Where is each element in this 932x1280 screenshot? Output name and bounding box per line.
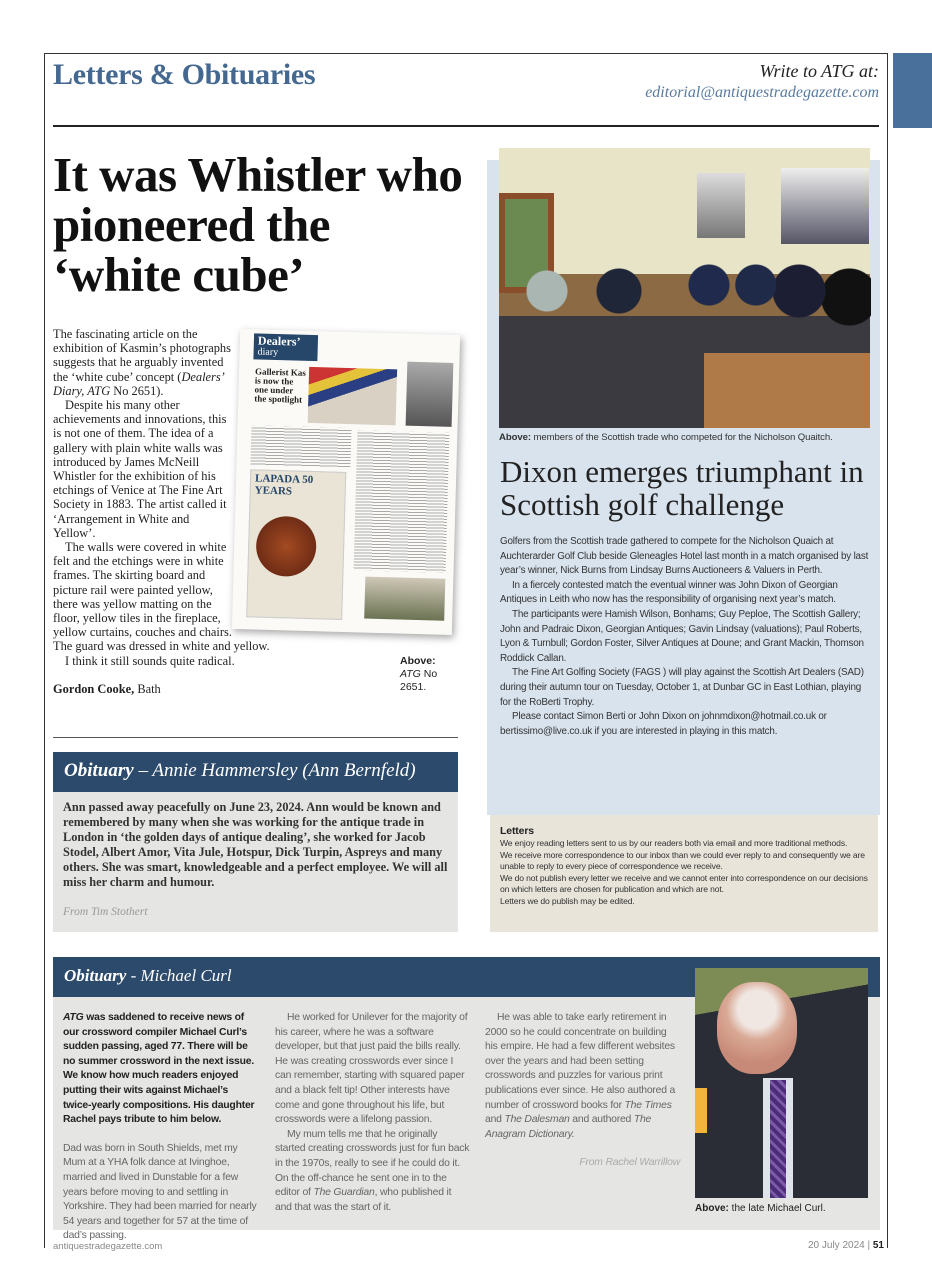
letters-policy-line: Letters we do publish may be edited. bbox=[500, 895, 635, 906]
golf-body bbox=[500, 535, 874, 739]
footer-site: antiquestradegazette.com bbox=[53, 1241, 163, 1252]
letters-policy-line: We receive more correspondence to our inbox than we could ever reply to and consequently we are unable to reply to every piece of correspondence we receive. bbox=[500, 849, 865, 871]
write-to-atg bbox=[645, 60, 879, 104]
letters-policy-line: We enjoy reading letters sent to us by our readers both via email and more traditional methods. bbox=[500, 838, 848, 848]
letters-policy-box bbox=[490, 815, 878, 932]
golf-headline: Dixon emerges triumphant in Scottish golf challenge bbox=[500, 454, 864, 522]
obituary-paragraph: He was able to take early retirement in 2000 so he could concentrate on building his empire. He had a few different websites over the years and had been setting crosswords and puzzles for various print publications ever since. He also authored a number of crossword books for The Times and The Dalesman and authored The Anagram Dictionary. bbox=[485, 1012, 676, 1140]
obituary-from: From Tim Stothert bbox=[63, 906, 148, 918]
divider bbox=[53, 737, 458, 738]
letters-policy-title: Letters bbox=[500, 825, 534, 837]
obituary-column bbox=[485, 1011, 680, 1171]
lapada-ad: LAPADA 50 YEARS bbox=[246, 469, 346, 620]
obituary-column bbox=[275, 1011, 470, 1215]
section-tab bbox=[893, 53, 932, 128]
obituary-paragraph: My mum tells me that he originally started creating crosswords just for fun back in the 1970s, really to see if he could do it. On the off-chance he sent one in to the editor of The Guardian, who published it and that was the start of it. bbox=[275, 1128, 470, 1213]
section-title: Letters & Obituaries bbox=[53, 58, 316, 91]
obituary-body bbox=[53, 792, 458, 932]
letter-paragraph: I think it still sounds quite radical. bbox=[65, 653, 235, 668]
letter-paragraph: Despite his many other achievements and innovations, this is not one of them. The idea of a gallery with plain white walls was introduced by James McNeill Whistler for the exhibition of his etchings of Venice at The Fine Art Society in 1883. The artist called it ‘Arrangement in White and Yellow’. bbox=[53, 398, 227, 540]
letter-paragraph: The fascinating article on the exhibition of Kasmin’s photographs suggests that he arguably invented the ‘white cube’ concept (Dealers’ Diary, ATG No 2651). bbox=[53, 327, 231, 398]
obituary-header: Obituary – Annie Hammersley (Ann Bernfeld) bbox=[53, 752, 458, 792]
golf-photo-caption: Above: members of the Scottish trade who competed for the Nicholson Quaitch. bbox=[499, 432, 833, 443]
footer-date-page: 20 July 2024 | 51 bbox=[808, 1240, 884, 1251]
obituary-paragraph: Dad was born in South Shields, met my Mum at a YHA folk dance at Ivinghoe, married and lived in Dunstable for a few years before moving to and settling in Yorkshire. They had been married for nearly 54 years and together for 57 at the time of dad’s passing. bbox=[63, 1142, 257, 1242]
golf-paragraph: In a fiercely contested match the eventual winner was John Dixon of Georgian Antiques in Leith who now has the responsibility of organising next year’s match. bbox=[500, 579, 838, 606]
golf-paragraph: Please contact Simon Berti or John Dixon on johnmdixon@hotmail.co.uk or bertissimo@live.co.uk if you are interested in playing in this match. bbox=[500, 711, 827, 737]
dealers-diary-page-image bbox=[232, 329, 460, 635]
golf-paragraph: The participants were Hamish Wilson, Bonhams; Guy Peploe, The Scottish Gallery; John and Padraic Dixon, Georgian Antiques; Gavin Lindsay (valuations); Paul Roberts, Lyon & Turnbull; Gordon Foster, Silver Antiques at Doune; and Grant Mackin, Thomson Roddick Callan. bbox=[500, 608, 864, 664]
thumb-caption: Above: ATG No 2651. bbox=[400, 655, 438, 693]
dealers-diary-logo: Dealers’ diary bbox=[253, 333, 318, 361]
obituary-header: Obituary - Michael Curl bbox=[53, 957, 880, 997]
editorial-email-link[interactable]: editorial@antiquestradegazette.com bbox=[645, 84, 879, 101]
obituary-intro: ATG was saddened to receive news of our crossword compiler Michael Curl’s sudden passing, aged 77. There will be no summer crossword in the next issue. We know how much readers enjoyed putting their wits against Michael’s twice-yearly compositions. His daughter Rachel pays tribute to him below. bbox=[63, 1012, 255, 1126]
letter-signature: Gordon Cooke, Bath bbox=[53, 681, 161, 696]
header-rule bbox=[53, 125, 879, 127]
curl-photo-caption: Above: the late Michael Curl. bbox=[695, 1203, 826, 1214]
michael-curl-photo bbox=[695, 968, 868, 1198]
obituary-from: From Rachel Warrillow bbox=[579, 1157, 680, 1169]
thumb-headline: Gallerist Kas is now the one under the spotlight bbox=[254, 366, 306, 405]
letters-policy-line: We do not publish every letter we receive and we cannot enter into correspondence on our decisions on which letters are chosen for publication and which are not. bbox=[500, 872, 868, 894]
golf-paragraph: Golfers from the Scottish trade gathered to compete for the Nicholson Quaich at Auchterarder Golf Club beside Gleneagles Hotel last month in a match organised by last year’s winner, Nick Burns from Lindsay Burns Auctioneers & Valuers in Perth. bbox=[500, 536, 869, 577]
obituary-paragraph: He worked for Unilever for the majority of his career, where he was a software developer, but that just paid the bills really. He was creating crosswords ever since I can remember, starting with squared paper and a black felt tip! Other interests have come and gone throughout his life, but crosswords were a lifelong passion. bbox=[275, 1012, 468, 1126]
obituary-text: Ann passed away peacefully on June 23, 2024. Ann would be known and remembered by many when she was working for the antique trade in London in ‘the golden days of antique dealing’, she worked for Jacob Stodel, Albert Amor, Vita Jule, Hotspur, Dick Turpin, Aspreys and many others. She was smart, knowledgeable and a perfect employee. We will all miss her charm and humour. bbox=[63, 800, 448, 889]
write-label: Write to ATG at: bbox=[759, 61, 879, 81]
golf-group-photo bbox=[499, 148, 870, 428]
golf-paragraph: The Fine Art Golfing Society (FAGS ) will play against the Scottish Art Dealers (SAD) during their autumn tour on Tuesday, October 1, at Dunbar GC in East Lothian, playing for the RoBerti Trophy. bbox=[500, 667, 864, 708]
obituary-column bbox=[63, 1011, 258, 1242]
letter-headline: It was Whistler who pioneered the ‘white cube’ bbox=[53, 147, 463, 302]
letter-paragraph: The walls were covered in white felt and the etchings were in white frames. The skirting board and picture rail were painted yellow, there was yellow matting on the floor, yellow tiles in the fireplace, yellow curtains, couches and chairs. The guard was dressed in white and yellow. bbox=[53, 540, 270, 654]
